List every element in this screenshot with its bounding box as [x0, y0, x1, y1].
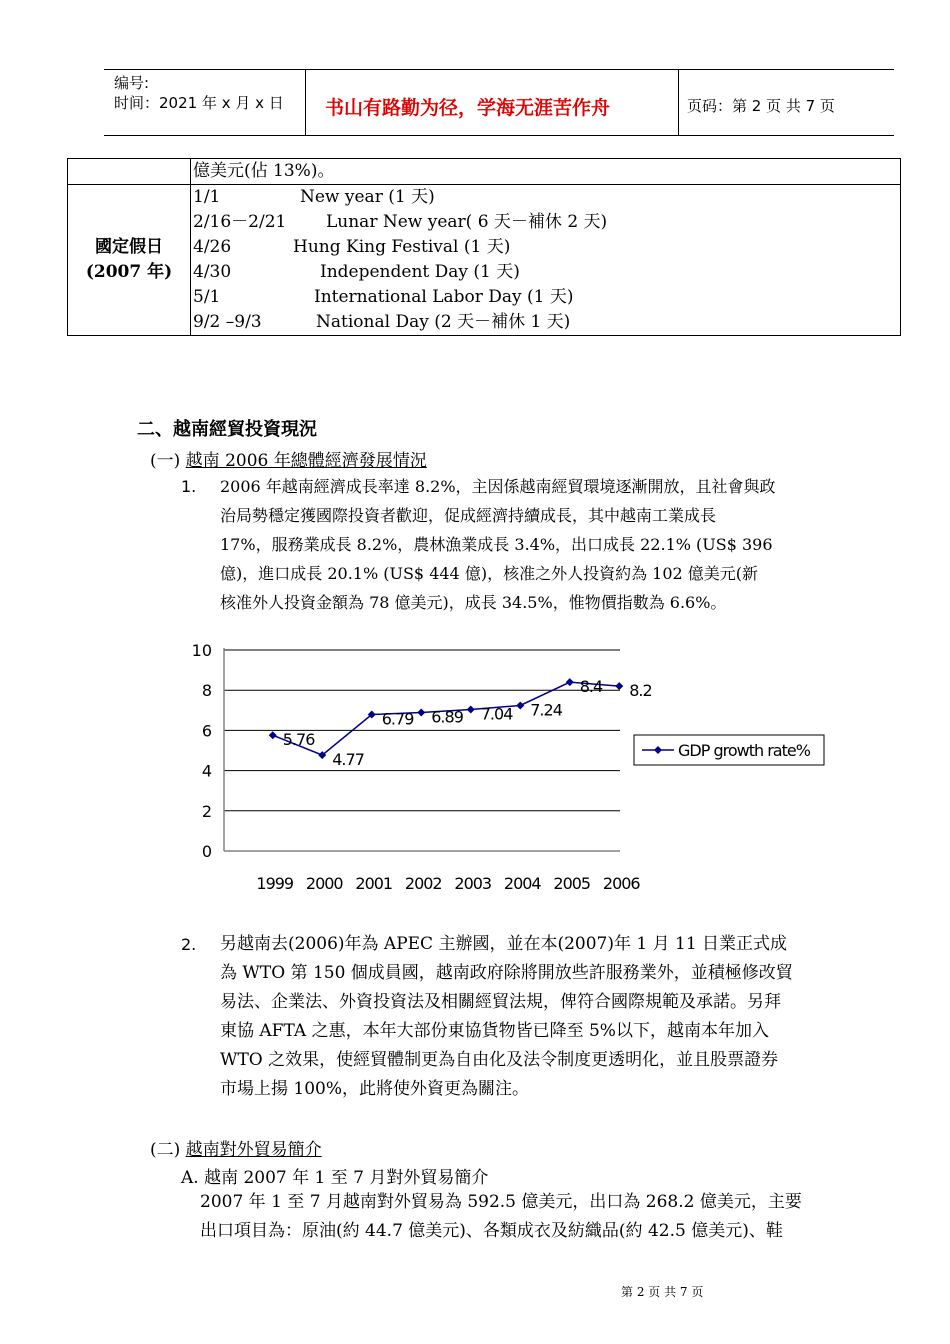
holiday-list-cell: [191, 185, 901, 336]
holiday-name: International Labor Day (1 天): [314, 287, 574, 307]
holiday-table: [67, 158, 901, 336]
x-tick-label: 2000: [305, 874, 343, 893]
holiday-item: [193, 260, 898, 285]
list-number: 1.: [181, 477, 197, 496]
subsection-heading: [150, 446, 427, 471]
subsection-title: 越南對外貿易簡介: [185, 1140, 322, 1160]
section-title: 二、越南經貿投資現況: [137, 419, 317, 440]
data-label: 6.89: [431, 707, 463, 727]
paragraph-line: 治局勢穩定獲國際投資者歡迎，促成經濟持續成長，其中越南工業成長: [220, 506, 717, 525]
holiday-label-cell: [68, 185, 191, 336]
paragraph-line: 另越南去(2006)年為 APEC 主辦國，並在本(2007)年 1 月 11 日業正式成: [220, 934, 788, 954]
paragraph-line: 2006 年越南經濟成長率達 8.2%，主因係越南經貿環境逐漸開放，且社會與政: [220, 477, 776, 496]
y-tick-label: 8: [201, 681, 212, 701]
y-tick-label: 10: [191, 641, 212, 660]
paragraph-line: 億)，進口成長 20.1% (US$ 444 億)，核准之外人投資約為 102 億美元(新: [220, 564, 759, 583]
holiday-item: [193, 210, 898, 235]
holiday-date: 4/30: [193, 262, 232, 282]
holiday-item: [193, 285, 898, 310]
holiday-item: [193, 185, 898, 210]
holiday-label-line: (2007 年): [85, 262, 173, 282]
holiday-label-line: 國定假日: [95, 237, 163, 257]
paragraph: [220, 930, 870, 1104]
holiday-date: 5/1: [193, 287, 221, 307]
serial-label: 编号:: [114, 74, 150, 92]
legend-label: GDP growth rate%: [678, 741, 810, 760]
holiday-item: [193, 310, 898, 335]
motto-text: 书山有路勤为径，学海无涯苦作舟: [325, 97, 611, 119]
chart-tick-labels: [192, 641, 641, 893]
table-row: [68, 159, 901, 185]
subsection-prefix: (一): [150, 451, 181, 471]
data-label: 4.77: [332, 750, 364, 770]
paragraph-line: 2007 年 1 至 7 月越南對外貿易為 592.5 億美元，出口為 268.2 億美元，主要: [200, 1192, 802, 1212]
y-tick-label: 2: [201, 801, 212, 821]
holiday-date: 4/26: [193, 237, 232, 257]
time-label: 时间：2021 年 x 月 x 日: [114, 94, 284, 112]
subsection-prefix: (二): [150, 1140, 181, 1160]
subsection-heading: [150, 1135, 322, 1160]
paragraph: [220, 472, 870, 617]
data-point-marker: [467, 705, 475, 713]
holiday-date: 1/1: [193, 187, 221, 207]
sub-subsection-heading: A. 越南 2007 年 1 至 7 月對外貿易簡介: [181, 1168, 489, 1188]
paragraph-line: 易法、企業法、外資投資法及相關經貿法規，俾符合國際規範及承諾。另拜: [220, 992, 781, 1012]
paragraph-line: 出口項目為：原油(約 44.7 億美元)、各類成衣及紡織品(約 42.5 億美元)、鞋: [200, 1221, 783, 1241]
paragraph-line: 市場上揚 100%，此將使外資更為關注。: [220, 1079, 530, 1099]
holiday-name: Independent Day (1 天): [320, 262, 520, 282]
header-top-rule: [104, 69, 894, 70]
y-tick-label: 4: [201, 761, 212, 781]
paragraph-line: 東協 AFTA 之惠，本年大部份東協貨物皆已降至 5%以下，越南本年加入: [220, 1021, 769, 1041]
table-cell: [68, 159, 191, 185]
data-label: 7.24: [530, 700, 562, 720]
data-point-marker: [417, 709, 425, 717]
x-tick-label: 2006: [602, 874, 640, 893]
header-divider: [305, 70, 306, 135]
paragraph-line: 17%，服務業成長 8.2%，農林漁業成長 3.4%，出口成長 22.1% (US$ 396: [220, 535, 773, 554]
paragraph-line: 核准外人投資金額為 78 億美元)，成長 34.5%，惟物價指數為 6.6%。: [220, 593, 727, 612]
data-label: 7.04: [480, 704, 513, 724]
data-label: 8.2: [629, 681, 652, 701]
holiday-date: 2/16－2/21: [193, 212, 287, 232]
holiday-name: Lunar New year( 6 天－補休 2 天): [326, 212, 608, 232]
y-tick-label: 0: [201, 842, 212, 861]
chart-series: [269, 677, 652, 769]
data-point-marker: [566, 678, 574, 686]
paragraph: [200, 1188, 870, 1246]
gdp-line-chart: [180, 630, 840, 905]
header-bottom-rule: [104, 135, 894, 136]
list-number: 2.: [181, 935, 197, 954]
data-label: 8.4: [579, 677, 603, 697]
y-tick-label: 6: [201, 721, 212, 741]
footer-page-number: 第 2 页 共 7 页: [621, 1285, 704, 1299]
data-point-marker: [516, 701, 524, 709]
x-tick-label: 2002: [404, 874, 442, 893]
x-tick-label: 2004: [503, 874, 541, 893]
data-point-marker: [615, 682, 623, 690]
x-tick-label: 2001: [355, 874, 393, 893]
paragraph-line: WTO 之效果，使經貿體制更為自由化及法令制度更透明化，並且股票證券: [220, 1050, 779, 1070]
x-tick-label: 2005: [553, 874, 591, 893]
chart-legend: [634, 735, 824, 765]
x-tick-label: 2003: [454, 874, 492, 893]
data-point-marker: [269, 731, 277, 739]
header-divider: [678, 70, 679, 135]
page-label: 页码：第 2 页 共 7 页: [687, 97, 835, 115]
holiday-name: National Day (2 天－補休 1 天): [316, 312, 571, 332]
data-label: 6.79: [381, 709, 414, 729]
holiday-item: [193, 235, 898, 260]
subsection-title: 越南 2006 年總體經濟發展情況: [185, 451, 427, 471]
table-cell: 億美元(佔 13%)。: [191, 159, 901, 185]
data-label: 5.76: [282, 730, 315, 750]
x-tick-label: 1999: [256, 874, 294, 893]
chart-axes: [224, 648, 620, 851]
holiday-name: New year (1 天): [300, 187, 435, 207]
paragraph-line: 為 WTO 第 150 個成員國，越南政府除將開放些許服務業外，並積極修改貿: [220, 963, 793, 983]
holiday-name: Hung King Festival (1 天): [293, 237, 511, 257]
table-row: [68, 185, 901, 336]
holiday-date: 9/2 –9/3: [193, 312, 262, 332]
